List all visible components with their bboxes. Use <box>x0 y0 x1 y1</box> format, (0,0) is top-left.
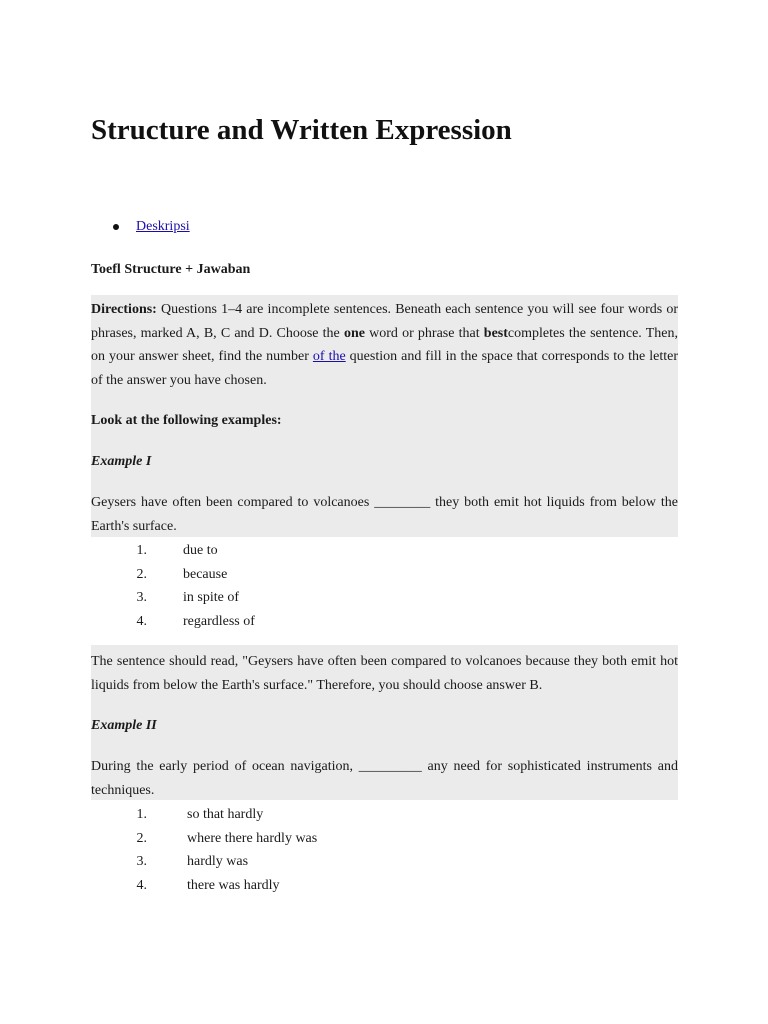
of-the-link[interactable]: of the <box>312 349 346 364</box>
option-number: 3. <box>136 854 147 869</box>
directions-emph-one: one <box>343 325 365 341</box>
option-text: hardly was <box>187 854 249 869</box>
directions-text-2: word or phrase that <box>364 325 484 341</box>
example-2-question: During the early period of ocean navigation, _________ any need for sophisticated instruments and techniques. <box>91 759 678 798</box>
option-text: in spite of <box>183 590 239 605</box>
option-text: there was hardly <box>187 877 280 893</box>
option-text: so that hardly <box>187 807 264 822</box>
page-title: Structure and Written Expression <box>91 114 512 146</box>
examples-heading: Look at the following examples: <box>91 413 282 428</box>
directions-block <box>91 295 678 537</box>
option-text: due to <box>183 543 218 558</box>
option-text: because <box>183 566 228 582</box>
option-number: 3. <box>136 590 147 605</box>
example-2-heading: Example II <box>91 718 157 733</box>
option-text: regardless of <box>183 613 255 629</box>
example-1-heading: Example I <box>91 454 152 469</box>
bullet-icon <box>113 224 119 230</box>
option-number: 1. <box>136 807 147 822</box>
option-number: 1. <box>136 543 147 558</box>
option-number: 2. <box>136 830 147 846</box>
directions-text-1: Questions 1–4 are incomplete sentences. Beneath each sentence you will see four words or phrases, marked A, B, C and D. Choose the <box>91 302 678 341</box>
option-number: 4. <box>136 877 147 893</box>
explanation-block <box>91 645 678 800</box>
nav-list <box>91 216 190 238</box>
option-text: where there hardly was <box>187 830 318 846</box>
option-number: 4. <box>136 613 147 629</box>
option-number: 2. <box>136 566 147 582</box>
example-1-question: Geysers have often been compared to volcanoes ________ they both emit hot liquids from below the Earth's surface. <box>91 495 678 534</box>
directions-text-4: question and fill in the space that corresponds to the letter of the answer you have chosen. <box>91 349 679 388</box>
example-1-explanation: The sentence should read, "Geysers have often been compared to volcanoes because they both emit hot liquids from below the Earth's surface." Therefore, you should choose answer B. <box>91 654 678 693</box>
directions-paragraph <box>91 298 678 392</box>
deskripsi-link[interactable]: Deskripsi <box>136 219 190 234</box>
directions-text-3: completes the sentence. Then, on your answer sheet, find the number <box>91 325 678 364</box>
subtitle: Toefl Structure + Jawaban <box>91 262 251 277</box>
nav-item <box>91 216 190 238</box>
directions-emph-best: best <box>483 325 508 341</box>
directions-label: Directions: <box>91 302 157 317</box>
